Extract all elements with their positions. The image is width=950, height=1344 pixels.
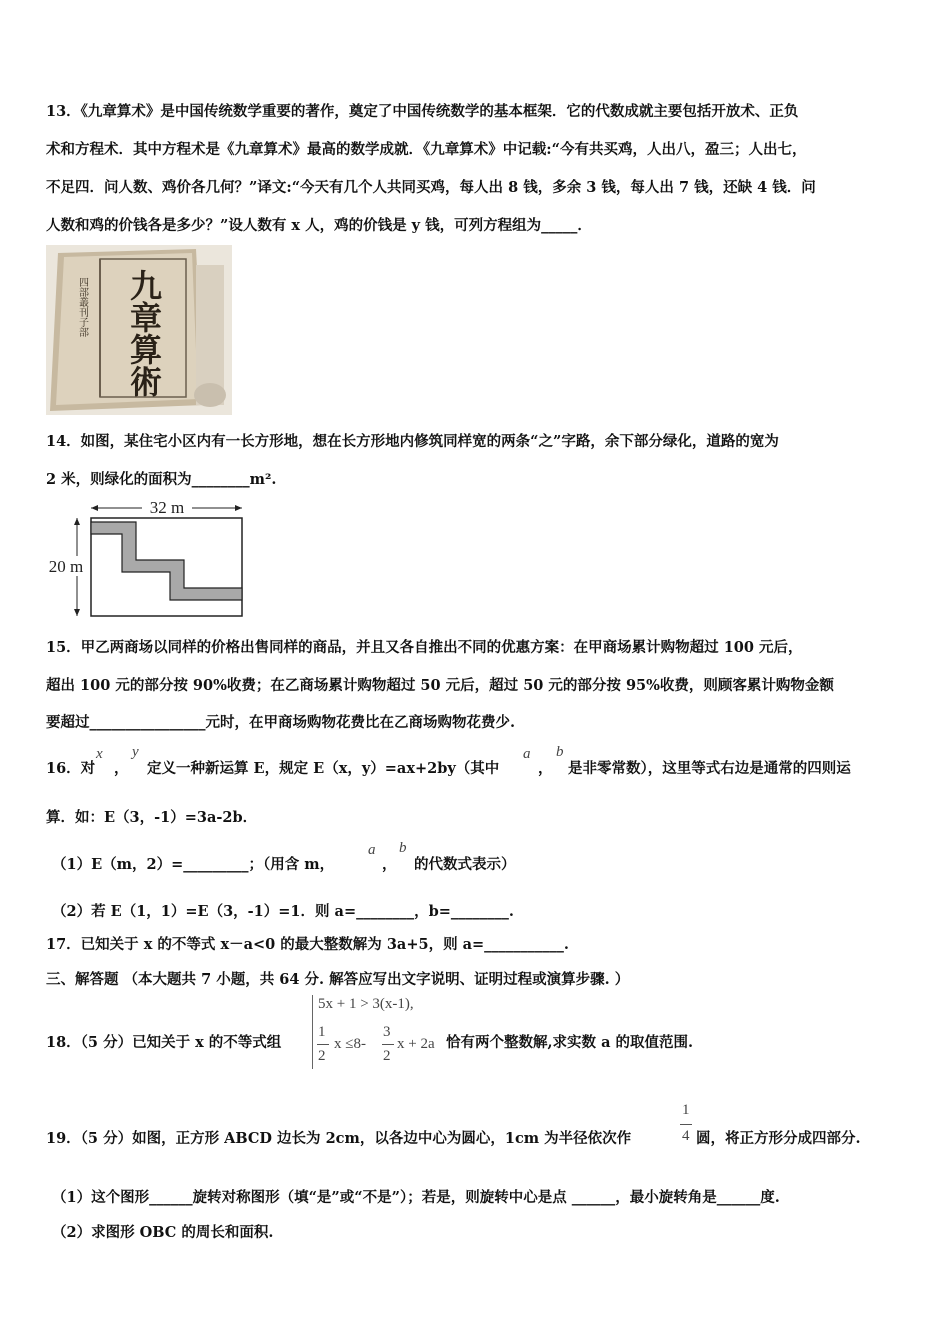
- q15-line-1: 15．甲乙两商场以同样的价格出售同样的商品，并且又各自推出不同的优惠方案：在甲商场累计购物超过 100 元后，: [46, 639, 803, 656]
- q19-frac-bar: [680, 1124, 692, 1125]
- q18-tail: 恰有两个整数解,求实数 a 的取值范围.: [446, 1034, 694, 1051]
- q18-frac2-num: 3: [383, 1024, 391, 1040]
- q14-line-2: 2 米，则绿化的面积为________m².: [46, 471, 277, 488]
- q16-part1-tail: 的代数式表示）: [414, 856, 516, 873]
- q16-part2: （2）若 E（1，1）=E（3，-1）=1．则 a=________，b=________.: [52, 903, 514, 920]
- q19-part2: （2）求图形 OBC 的周长和面积.: [52, 1224, 274, 1241]
- q16-var-y: y: [132, 744, 139, 760]
- q18-frac2-den: 2: [383, 1048, 391, 1064]
- book-title-char-4: 術: [129, 363, 163, 401]
- q15-line-3: 要超过________________元时，在甲商场购物花费比在乙商场购物花费少.: [46, 714, 516, 731]
- q16-part1-var-a: a: [368, 842, 376, 858]
- q16-part1-lead: （1）E（m，2）=_________；（用含 m，: [52, 856, 335, 873]
- q16-mid: 定义一种新运算 E，规定 E（x，y）=ax+2by（其中: [147, 760, 500, 777]
- q17-text: 17．已知关于 x 的不等式 x－a<0 的最大整数解为 3a+5，则 a=___________.: [46, 936, 569, 953]
- q18-brace: [312, 995, 313, 1069]
- book-photo: [46, 245, 232, 415]
- q16-comma: ，: [114, 760, 129, 777]
- book-title-char-2: 章: [129, 299, 163, 337]
- q18-frac1-bar: [317, 1044, 329, 1045]
- q18-ineq-2-tail: x + 2a: [397, 1036, 435, 1052]
- book-title-char-1: 九: [129, 267, 163, 305]
- q16-lead: 16．对: [46, 760, 96, 777]
- q16-part1-comma: ，: [382, 856, 397, 873]
- q19-lead: 19．（5 分）如图，正方形 ABCD 边长为 2cm，以各边中心为圆心，1cm 为半径依次作: [46, 1130, 632, 1147]
- q16-line-2: 算．如：E（3，-1）=3a-2b．: [46, 809, 258, 826]
- q16-var-a: a: [523, 746, 531, 762]
- q16-line-1: [46, 759, 95, 779]
- q16-var-x: x: [96, 746, 103, 762]
- q18-ineq-1: 5x + 1 > 3(x-1),: [318, 996, 414, 1012]
- q13-line-4: 人数和鸡的价钱各是多少？”设人数有 x 人，鸡的价钱是 y 钱，可列方程组为_____．: [46, 217, 592, 234]
- width-label: 32 m: [149, 498, 185, 517]
- q16-tail: 是非零常数），这里等式右边是通常的四则运: [568, 760, 851, 777]
- book-side-label: 四部叢刊子部: [76, 277, 88, 337]
- q14-line-1: 14．如图，某住宅小区内有一长方形地，想在长方形地内修筑同样宽的两条“之”字路，余下部分绿化，道路的宽为: [46, 433, 779, 450]
- q13-line-2: 术和方程术．其中方程术是《九章算术》最高的数学成就．《九章算术》中记载:“今有共买鸡，人出八，盈三；人出七，: [46, 141, 807, 158]
- q19-frac-den: 4: [682, 1128, 690, 1144]
- q18-frac2-bar: [382, 1044, 394, 1045]
- section-3-heading: 三、解答题 （本大题共 7 小题，共 64 分. 解答应写出文字说明、证明过程或演算步骤. ）: [46, 971, 630, 988]
- q16-var-b: b: [556, 744, 564, 760]
- q18-frac1-den: 2: [318, 1048, 326, 1064]
- q15-line-2: 超出 100 元的部分按 90%收费；在乙商场累计购物超过 50 元后，超过 50 元的部分按 95%收费，则顾客累计购物金额: [46, 677, 834, 694]
- q13-line-1: 13．《九章算术》是中国传统数学重要的著作，奠定了中国传统数学的基本框架．它的代数成就主要包括开放术、正负: [46, 103, 799, 120]
- q19-tail: 圆，将正方形分成四部分.: [696, 1130, 861, 1147]
- q18-frac1-num: 1: [318, 1024, 326, 1040]
- q16-comma-2: ，: [538, 760, 553, 777]
- q16-part1-var-b: b: [399, 840, 407, 856]
- q18-lead: 18．（5 分）已知关于 x 的不等式组: [46, 1034, 282, 1051]
- road-diagram: [44, 496, 250, 620]
- q19-frac-num: 1: [682, 1102, 690, 1118]
- book-title-char-3: 算: [129, 331, 163, 369]
- height-label: 20 m: [48, 557, 84, 576]
- q13-line-3: 不足四．问人数、鸡价各几何？”译文:“今天有几个人共同买鸡，每人出 8 钱，多余 3 钱，每人出 7 钱，还缺 4 钱．问: [46, 179, 816, 196]
- q19-part1: （1）这个图形______旋转对称图形（填“是”或“不是”）；若是，则旋转中心是点 ______，最小旋转角是______度.: [52, 1189, 780, 1206]
- q18-ineq-2-mid: x ≤8-: [334, 1036, 366, 1052]
